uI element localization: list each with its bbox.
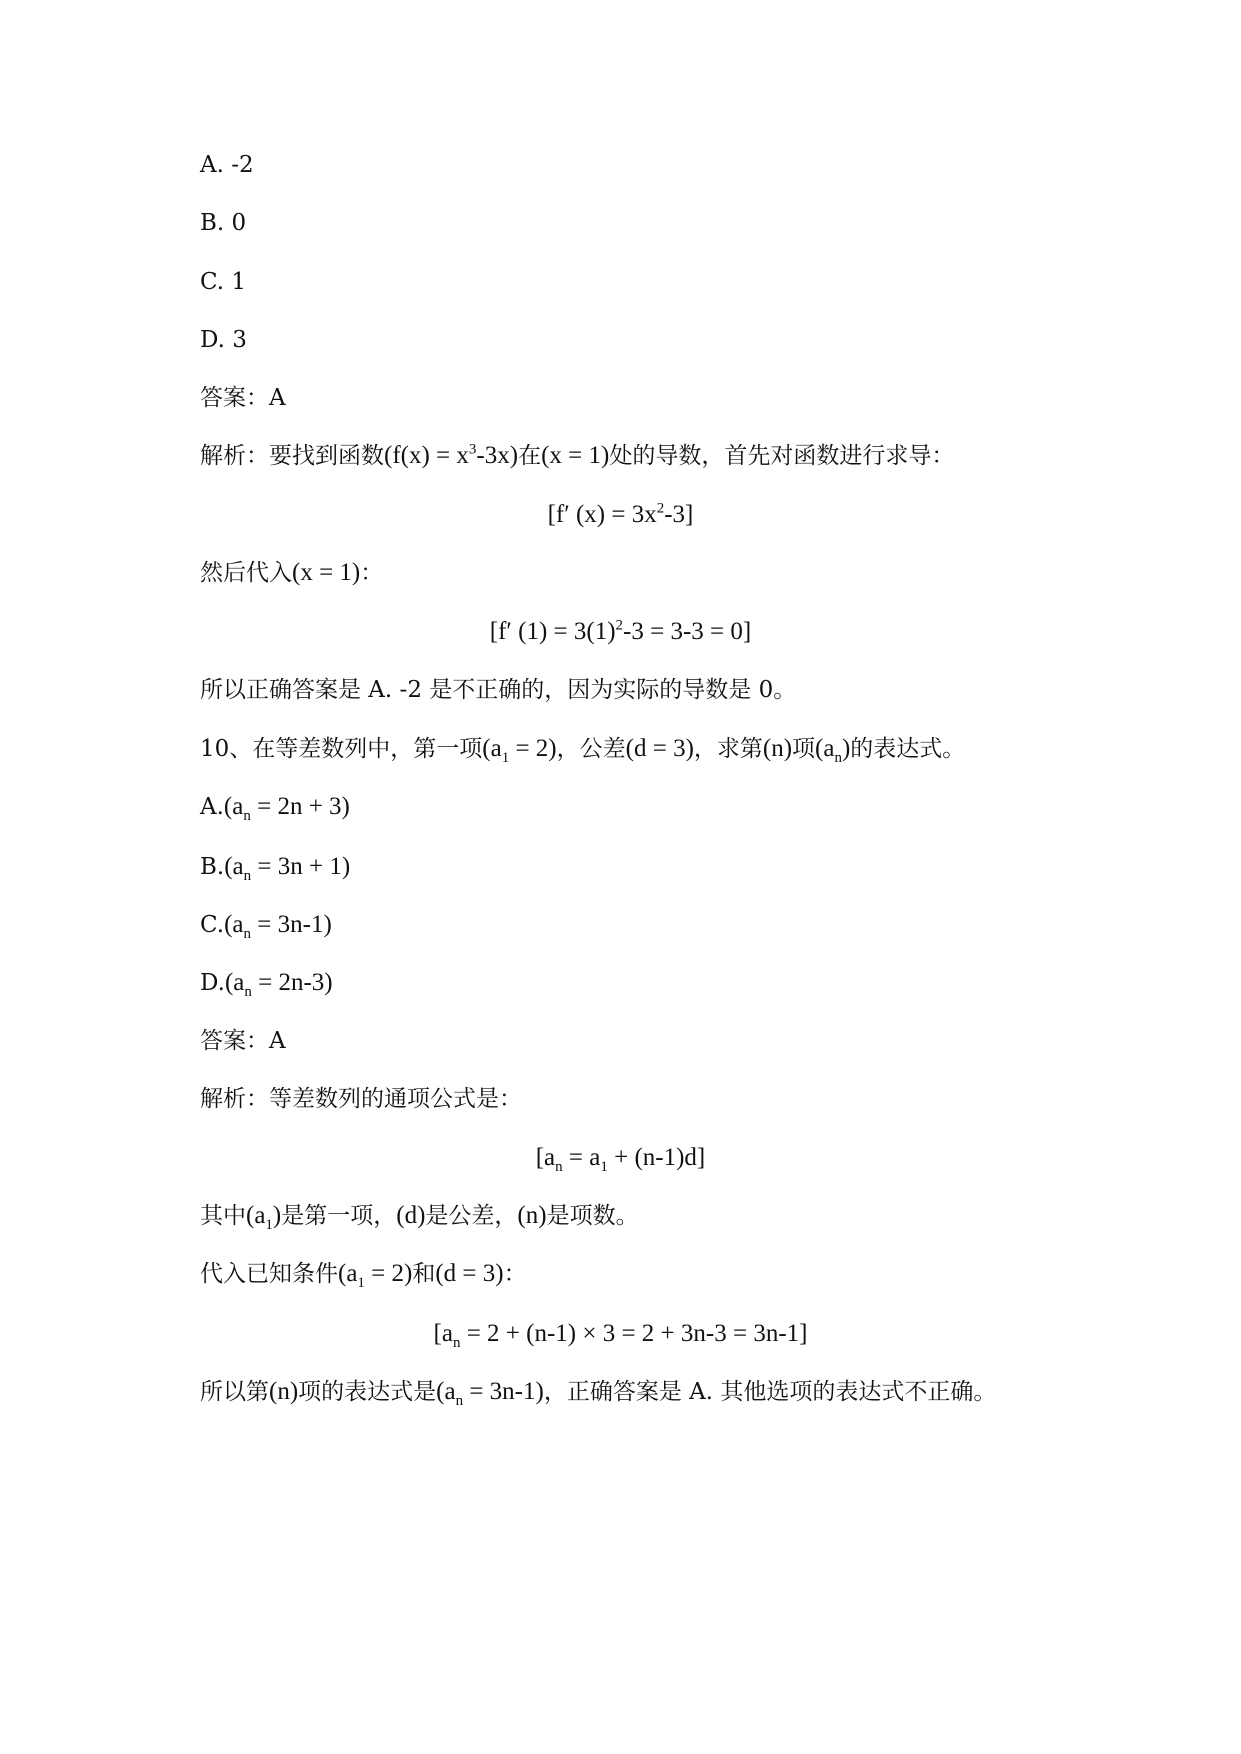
q10-option-a: $A.(a_n = 2n + 3)$ bbox=[200, 793, 350, 824]
q9-analysis: 解析：要找到函数$(f(x) = x^3-3x)$在(x = 1)处的导数，首先对函数进行求导： bbox=[200, 441, 955, 469]
q9-option-b: B. 0 bbox=[200, 210, 247, 236]
q10-conclusion: 所以第(n)项的表达式是$(a_n = 3n-1)$，正确答案是 A. 其他选项的表达式不正确。 bbox=[200, 1378, 997, 1409]
q9-substitute: 然后代入(x = 1)： bbox=[200, 559, 384, 586]
q10-analysis: 解析：等差数列的通项公式是： bbox=[200, 1086, 522, 1112]
q10-question: 10、在等差数列中，第一项$(a_1 = 2)$，公差(d = 3)，求第(n)项$(a_n)$的表达式。 bbox=[200, 735, 966, 766]
q10-option-d: $D.(a_n = 2n-3)$ bbox=[200, 969, 333, 1000]
q9-conclusion: 所以正确答案是 A. -2 是不正确的，因为实际的导数是 0。 bbox=[200, 677, 797, 703]
q10-calculation: $[a_n = 2 + (n-1) \times 3 = 2 + 3n-3 = 3n-1]$ bbox=[433, 1320, 808, 1351]
q9-option-d: D. 3 bbox=[200, 327, 247, 353]
q10-known-conditions: 代入已知条件$(a_1 = 2)$和(d = 3)： bbox=[200, 1260, 527, 1291]
q9-option-c: C. 1 bbox=[200, 269, 247, 295]
q10-option-b: $B.(a_n = 3n + 1)$ bbox=[200, 853, 351, 884]
q9-option-a: A. -2 bbox=[200, 152, 254, 178]
q10-general-formula: $[a_n = a_1 + (n-1)d]$ bbox=[535, 1144, 706, 1175]
q10-where: 其中$(a_1)$是第一项，(d)是公差，(n)是项数。 bbox=[200, 1202, 639, 1233]
q9-calculation: [f′ $(1) = 3(1)^2-3 = 3-3 = 0$] bbox=[489, 617, 752, 645]
q9-derivative-formula: [f′ $(x) = 3x^2-3$] bbox=[547, 500, 694, 528]
q10-option-c: $C.(a_n = 3n-1)$ bbox=[200, 911, 332, 942]
q9-answer: 答案：A bbox=[200, 385, 286, 411]
q10-answer: 答案：A bbox=[200, 1028, 286, 1054]
